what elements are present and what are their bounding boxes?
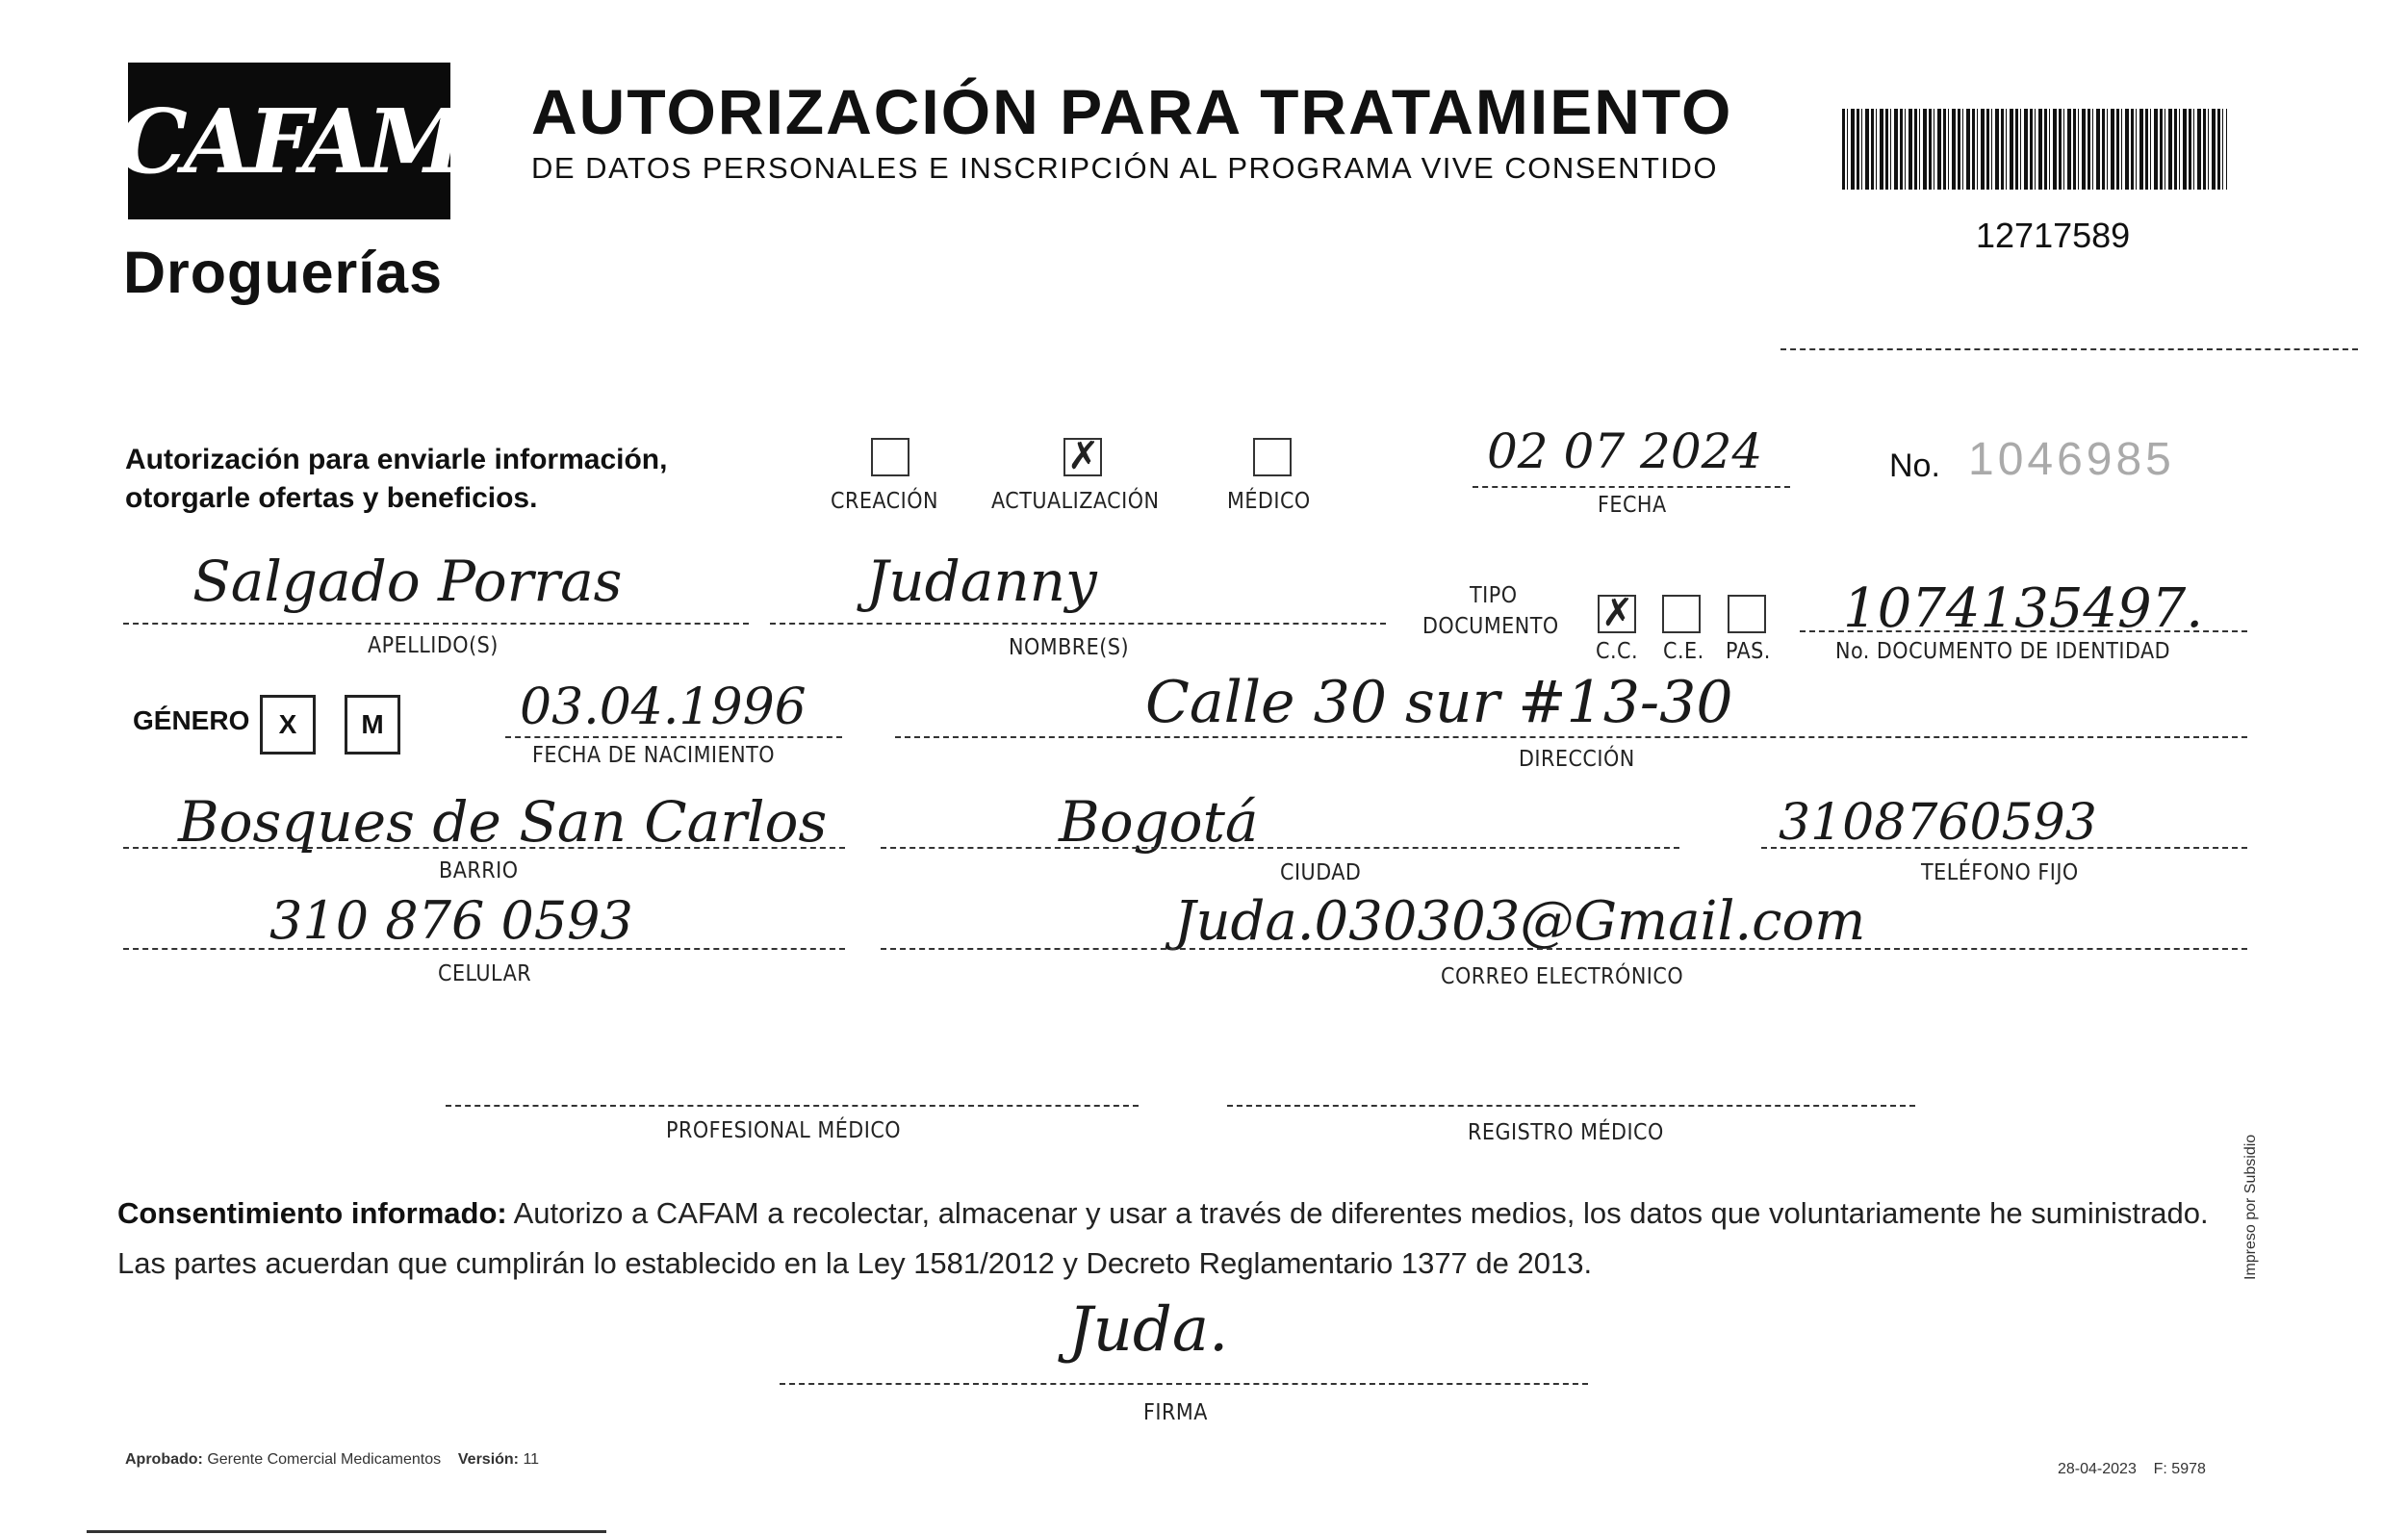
ciudad-label: CIUDAD [1280,860,1362,885]
barrio-line [123,847,845,849]
no-label: No. [1889,448,1940,484]
signature-line [780,1383,1588,1385]
form-title: AUTORIZACIÓN PARA TRATAMIENTO [531,76,1733,147]
brand-subtitle: Droguerías [123,240,444,305]
telefono-line [1761,847,2247,849]
checkbox-cc[interactable] [1598,595,1636,633]
nombres-label: NOMBRE(S) [1009,635,1130,660]
tipo-doc-label-1: TIPO [1470,583,1518,608]
nacimiento-label: FECHA DE NACIMIENTO [532,743,775,768]
aprobado-value: Gerente Comercial Medicamentos [207,1451,442,1468]
version-label: Versión: [457,1451,520,1468]
authorization-text [125,441,667,518]
side-print-text: Impreso por Subsidio [2242,1134,2259,1280]
barrio-value[interactable]: Bosques de San Carlos [178,789,828,855]
footer-approval [125,1451,539,1469]
date-code: 28-04-2023 [2058,1461,2137,1477]
nacimiento-line [505,736,842,738]
authorization-line-1: Autorización para enviarle información, [125,444,668,475]
checkbox-pas[interactable] [1728,595,1766,633]
registro-line [1227,1105,1915,1107]
label-cc: C.C. [1596,639,1639,664]
checkbox-ce[interactable] [1662,595,1701,633]
telefono-value[interactable]: 3108760593 [1779,794,2097,852]
fecha-line [1473,486,1790,488]
label-ce: C.E. [1663,639,1704,664]
profesional-line [446,1105,1139,1107]
fecha-label: FECHA [1598,493,1667,518]
profesional-label: PROFESIONAL MÉDICO [666,1118,902,1143]
logo-text: CAFAM [116,89,462,193]
consent-paragraph [117,1189,2264,1289]
version-value: 11 [523,1451,540,1468]
documento-value[interactable]: 1074135497. [1843,577,2204,640]
cafam-logo [116,63,462,219]
telefono-label: TELÉFONO FIJO [1921,860,2079,885]
apellidos-value[interactable]: Salgado Porras [192,549,623,614]
celular-value[interactable]: 310 876 0593 [269,890,633,951]
form-subtitle: DE DATOS PERSONALES E INSCRIPCIÓN AL PROGRAMA VIVE CONSENTIDO [531,151,1719,185]
ciudad-value[interactable]: Bogotá [1059,789,1259,855]
no-value: 1046985 [1968,434,2175,485]
footer-codes [2058,1461,2206,1478]
ciudad-line [881,847,1679,849]
aprobado-label: Aprobado: [125,1451,203,1468]
nacimiento-value[interactable]: 03.04.1996 [520,678,807,736]
tipo-doc-label-2: DOCUMENTO [1422,614,1559,639]
form-code: F: 5978 [2153,1461,2206,1477]
label-actualizacion: ACTUALIZACIÓN [991,489,1160,514]
documento-line [1800,630,2247,632]
celular-label: CELULAR [438,961,532,986]
direccion-line [895,736,2247,738]
nombres-value[interactable]: Judanny [866,549,1097,614]
consent-heading: Consentimiento informado: [117,1196,507,1230]
authorization-line-2: otorgarle ofertas y beneficios. [125,482,538,514]
correo-label: CORREO ELECTRÓNICO [1441,964,1684,989]
genero-f-box[interactable]: X [260,695,316,755]
genero-m-box[interactable]: M [345,695,400,755]
signature-value[interactable]: Juda. [1068,1294,1229,1366]
correo-line [881,948,2247,950]
fecha-value[interactable]: 02 07 2024 [1487,423,1763,479]
separator-line [1780,348,2358,350]
barrio-label: BARRIO [439,858,519,883]
correo-value[interactable]: Juda.030303@Gmail.com [1174,890,1866,953]
documento-label: No. DOCUMENTO DE IDENTIDAD [1835,639,2171,664]
apellidos-label: APELLIDO(S) [368,633,499,658]
bottom-edge-line [87,1530,606,1533]
direccion-value[interactable]: Calle 30 sur #13-30 [1145,669,1733,736]
registro-label: REGISTRO MÉDICO [1468,1120,1664,1145]
barcode [1842,109,2227,190]
direccion-label: DIRECCIÓN [1519,747,1635,772]
label-medico: MÉDICO [1227,489,1311,514]
checkbox-medico[interactable] [1253,438,1292,476]
apellidos-line [123,623,749,625]
checkbox-actualizacion[interactable] [1063,438,1102,476]
celular-line [123,948,845,950]
genero-label: GÉNERO [133,705,250,735]
label-creacion: CREACIÓN [831,489,938,514]
checkbox-creacion[interactable] [871,438,909,476]
signature-label: FIRMA [1143,1400,1208,1425]
nombres-line [770,623,1386,625]
consent-text: Autorizo a CAFAM a recolectar, almacenar y usar a través de diferentes medios, los datos que voluntariamente he suministrado. Las partes acuerdan que cumplirán lo establecido en la Ley 1581/2012 y Decreto Reglamentario 1377 de 2013. [117,1196,2209,1280]
barcode-number: 12717589 [1976,216,2131,255]
label-pas: PAS. [1726,639,1771,664]
